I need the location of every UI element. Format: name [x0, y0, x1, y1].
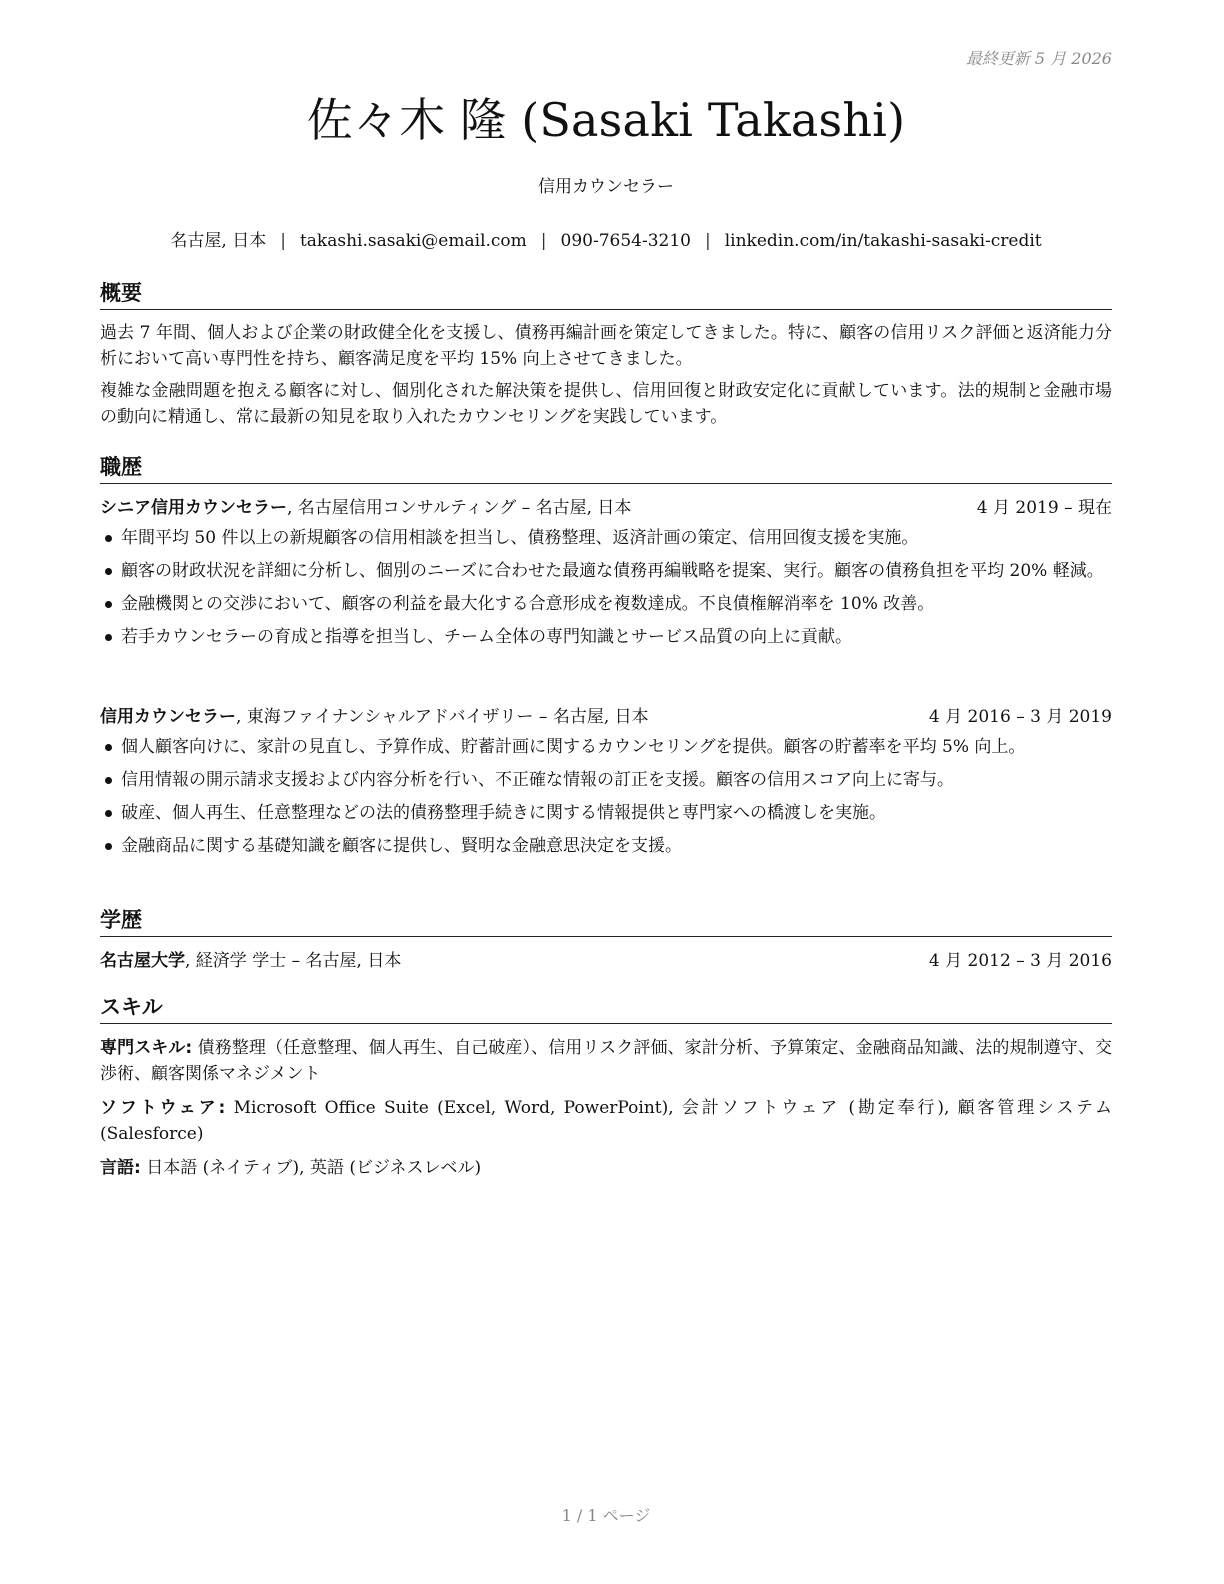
summary-section: [100, 320, 1112, 436]
education-title-line: [100, 948, 401, 974]
job-bullets: [100, 734, 1112, 859]
job-title-line: [100, 495, 631, 521]
skill-label: ソフトウェア:: [100, 1098, 226, 1118]
contact-linkedin[interactable]: linkedin.com/in/takashi-sasaki-credit: [724, 231, 1042, 251]
bullet-item: 若手カウンセラーの育成と指導を担当し、チーム全体の専門知識とサービス品質の向上に貢献。: [100, 624, 1112, 650]
job-dates: 4 月 2019 – 現在: [976, 498, 1112, 518]
skill-line: [100, 1155, 1112, 1181]
job-role: シニア信用カウンセラー: [100, 498, 287, 518]
contact-email[interactable]: takashi.sasaki@email.com: [299, 231, 527, 251]
skill-label: 専門スキル:: [100, 1038, 193, 1058]
school-name: 名古屋大学: [100, 951, 185, 971]
job-organization: , 名古屋信用コンサルティング – 名古屋, 日本: [287, 498, 632, 518]
job-entry: [100, 704, 1112, 866]
job-organization: , 東海ファイナンシャルアドバイザリー – 名古屋, 日本: [236, 707, 649, 727]
education-detail: , 経済学 学士 – 名古屋, 日本: [185, 951, 402, 971]
bullet-item: 顧客の財政状況を詳細に分析し、個別のニーズに合わせた最適な債務再編戦略を提案、実行。顧客の債務負担を平均 20% 軽減。: [100, 558, 1112, 584]
contact-separator: |: [280, 231, 286, 251]
bullet-item: 破産、個人再生、任意整理などの法的債務整理手続きに関する情報提供と専門家への橋渡しを実施。: [100, 800, 1112, 826]
education-header: [100, 948, 1112, 974]
job-title-line: [100, 704, 649, 730]
education-dates: 4 月 2012 – 3 月 2016: [928, 951, 1112, 971]
job-role: 信用カウンセラー: [100, 707, 236, 727]
summary-paragraph: 過去 7 年間、個人および企業の財政健全化を支援し、債務再編計画を策定してきました。特に、顧客の信用リスク評価と返済能力分析において高い専門性を持ち、顧客満足度を平均 15% 向上させてきました。: [100, 323, 1112, 369]
job-header: [100, 704, 1112, 730]
bullet-item: 信用情報の開示請求支援および内容分析を行い、不正確な情報の訂正を支援。顧客の信用スコア向上に寄与。: [100, 767, 1112, 793]
last-updated: 最終更新 5 月 2026: [965, 49, 1112, 68]
job-dates: 4 月 2016 – 3 月 2019: [928, 707, 1112, 727]
skill-line: [100, 1095, 1112, 1147]
job-entry: [100, 495, 1112, 657]
section-title-skills: スキル: [100, 991, 1112, 1024]
candidate-name: 佐々木 隆 (Sasaki Takashi): [306, 93, 906, 147]
bullet-item: 年間平均 50 件以上の新規顧客の信用相談を担当し、債務整理、返済計画の策定、信用回復支援を実施。: [100, 525, 1112, 551]
bullet-item: 金融商品に関する基礎知識を顧客に提供し、賢明な金融意思決定を支援。: [100, 833, 1112, 859]
skills-section: [100, 1035, 1112, 1189]
contact-location: 名古屋, 日本: [170, 231, 267, 251]
section-title-experience: 職歴: [100, 451, 1112, 484]
education-entry: [100, 948, 1112, 974]
skill-line: [100, 1035, 1112, 1087]
job-bullets: [100, 525, 1112, 650]
skill-text: 債務整理（任意整理、個人再生、自己破産）、信用リスク評価、家計分析、予算策定、金融商品知識、法的規制遵守、交渉術、顧客関係マネジメント: [100, 1038, 1112, 1084]
bullet-item: 個人顧客向けに、家計の見直し、予算作成、貯蓄計画に関するカウンセリングを提供。顧客の貯蓄率を平均 5% 向上。: [100, 734, 1112, 760]
skill-text: Microsoft Office Suite (Excel, Word, PowerPoint), 会計ソフトウェア (勘定奉行), 顧客管理システム (Salesforce): [100, 1098, 1112, 1144]
contact-separator: |: [704, 231, 711, 251]
headline: 信用カウンセラー: [538, 177, 674, 197]
contact-line: [100, 226, 1112, 251]
page-indicator: 1 / 1 ページ: [561, 1506, 651, 1525]
summary-paragraph: 複雑な金融問題を抱える顧客に対し、個別化された解決策を提供し、信用回復と財政安定化に貢献しています。法的規制と金融市場の動向に精通し、常に最新の知見を取り入れたカウンセリングを実践しています。: [100, 381, 1112, 427]
section-title-education: 学歴: [100, 904, 1112, 937]
bullet-item: 金融機関との交渉において、顧客の利益を最大化する合意形成を複数達成。不良債権解消率を 10% 改善。: [100, 591, 1112, 617]
job-header: [100, 495, 1112, 521]
contact-phone[interactable]: 090-7654-3210: [560, 231, 691, 251]
contact-separator: |: [540, 231, 547, 251]
section-title-summary: 概要: [100, 277, 1112, 310]
skill-text: 日本語 (ネイティブ), 英語 (ビジネスレベル): [140, 1158, 482, 1178]
skill-label: 言語:: [100, 1158, 141, 1178]
